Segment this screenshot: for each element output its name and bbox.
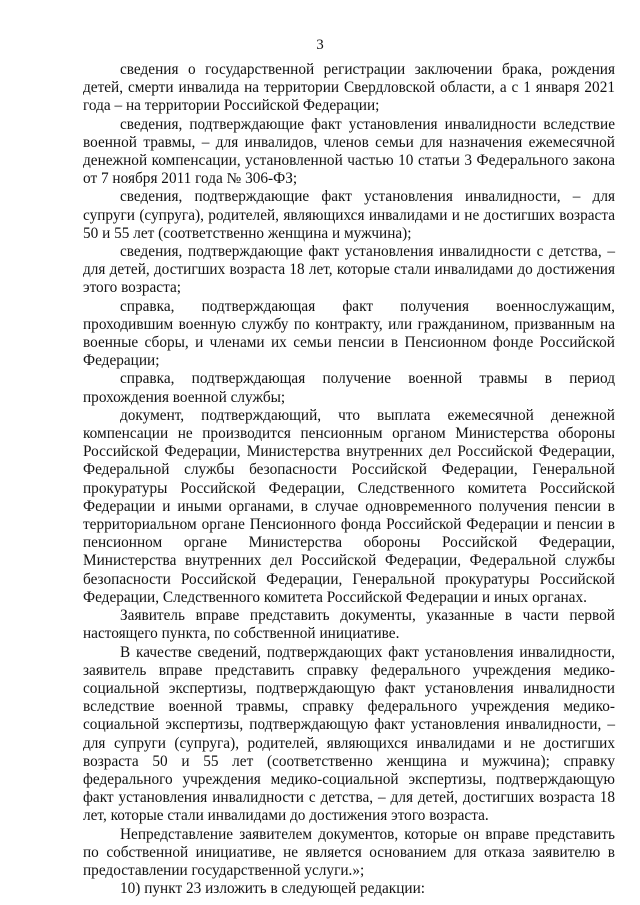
paragraph-own-initiative: Заявитель вправе представить документы, указанные в части первой настоящего пункта, по собственной инициативе.: [83, 607, 615, 643]
paragraph-spouse-parents-disability: сведения, подтверждающие факт установления инвалидности, – для супруги (супруга), родителей, являющихся инвалидами и не достигших возраста 50 и 55 лет (соответственно женщина и мужчина);: [83, 188, 615, 242]
paragraph-item-10: 10) пункт 23 изложить в следующей редакции:: [120, 880, 426, 898]
paragraph-pension-certificate: справка, подтверждающая факт получения военнослужащим, проходившим военную службу по контракту, или гражданином, призванным на военные сборы, и членами их семьи пенсии в Пенсионном фонде Российской Федерации;: [83, 297, 615, 370]
paragraph-military-trauma-info: сведения, подтверждающие факт установления инвалидности вследствие военной травмы, – для инвалидов, членов семьи для назначения ежемесячной денежной компенсации, установленной частью 10 статьи 3 Федерального закона от 7 ноября 2011 года № 306-ФЗ;: [83, 115, 615, 188]
paragraph-registration-info: сведения о государственной регистрации заключении брака, рождения детей, смерти инвалида на территории Свердловской области, а с 1 января 2021 года – на территории Российской Федерации;: [83, 61, 615, 115]
page-number: 3: [316, 37, 324, 53]
document-body: [83, 61, 615, 898]
paragraph-military-trauma-certificate: справка, подтверждающая получение военной травмы в период прохождения военной службы;: [83, 370, 615, 406]
paragraph-non-submission: Непредставление заявителем документов, которые он вправе представить по собственной инициативе, не является основанием для отказа заявителю в предоставлении государственной услуги.»;: [83, 825, 615, 879]
paragraph-childhood-disability: сведения, подтверждающие факт установления инвалидности с детства, – для детей, достигших возраста 18 лет, которые стали инвалидами до достижения этого возраста;: [83, 243, 615, 297]
paragraph-compensation-document: документ, подтверждающий, что выплата ежемесячной денежной компенсации не производится пенсионным органом Министерства обороны Российской Федерации, Министерства внутренних дел Российской Федерации, Федеральной службы безопасности Российской Федерации, Генеральной прокуратуры Российской Федерации, Следственного комитета Российской Федерации и иными органами, в случае одновременного получения пенсии в территориальном органе Пенсионного фонда Российской Федерации и пенсии в пенсионном органе Министерства обороны Российской Федерации, Министерства внутренних дел Российской Федерации, Федеральной службы безопасности Российской Федерации, Генеральной прокуратуры Российской Федерации, Следственного комитета Российской Федерации и иных органах.: [83, 406, 615, 606]
paragraph-mse-certificates: В качестве сведений, подтверждающих факт установления инвалидности, заявитель вправе представить справку федерального учреждения медико-социальной экспертизы, подтверждающую факт установления инвалидности вследствие военной травмы, справку федерального учреждения медико-социальной экспертизы, подтверждающую факт установления инвалидности, – для супруги (супруга), родителей, являющихся инвалидами и не достигших возраста 50 и 55 лет (соответственно женщина и мужчина); справку федерального учреждения медико-социальной экспертизы, подтверждающую факт установления инвалидности с детства, – для детей, достигших возраста 18 лет, которые стали инвалидами до достижения этого возраста.: [83, 643, 615, 825]
